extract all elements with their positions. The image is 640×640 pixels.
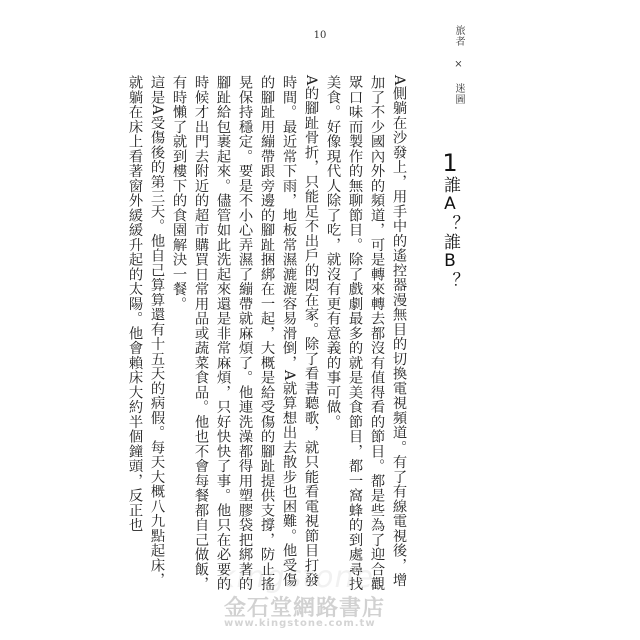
chapter-title: 誰A？誰B？ [440,176,460,290]
kingstone-watermark [200,560,430,635]
watermark-cjk: 金石堂網路書店 [224,595,386,621]
watermark-latin: kingstone [218,560,374,595]
page-number: 10 [313,30,327,41]
chapter-number: 1 [442,149,458,177]
watermark-url: www.kingstone.com.tw [224,618,376,629]
paragraph: A的腳趾骨折，只能足不出戶的悶在家。除了看書聽歌，就只能看電視節目打發時間。最近常下雨，地板常濕漉漉容易滑倒，A就算想出去散步也困難。他受傷的腳趾用繃帶跟旁邊的腳趾捆綁在一起，大概是給受傷的腳趾提供支撐，防止搖晃保持穩定。要是不小心弄濕了繃帶就麻煩了。他連洗澡都得用塑膠袋把綁著的腳趾給包裹起來。儘管如此洗起來還是非常麻煩，只好快快了事。他只在必要的時候才出門去附近的超市購買日常用品或蔬菜食品。他也不會每餐都自己做飯，有時懶了就到樓下的食園解決一餐。 [171,75,319,592]
running-head: 旅者 × 迷圖 [453,25,464,105]
body-text [124,75,410,595]
paragraph: A側躺在沙發上，用手中的遙控器漫無目的切換電視頻道。有了有線電視後，增加了不少國內外的頻道，可是轉來轉去都沒有值得看的節目。都是些為了迎合觀眾口味而製作的無聊節目。除了戲劇最多的就是美食節目，都一窩蜂的到處尋找美食。好像現代人除了吃，就沒有更有意義的事可做。 [325,75,407,592]
paragraph: 這是A受傷後的第三天。他自己算算還有十五天的病假。每天大概八九點起床，就躺在床上看著窗外緩緩升起的太陽。他會賴床大約半個鐘頭，反正也 [127,75,165,588]
